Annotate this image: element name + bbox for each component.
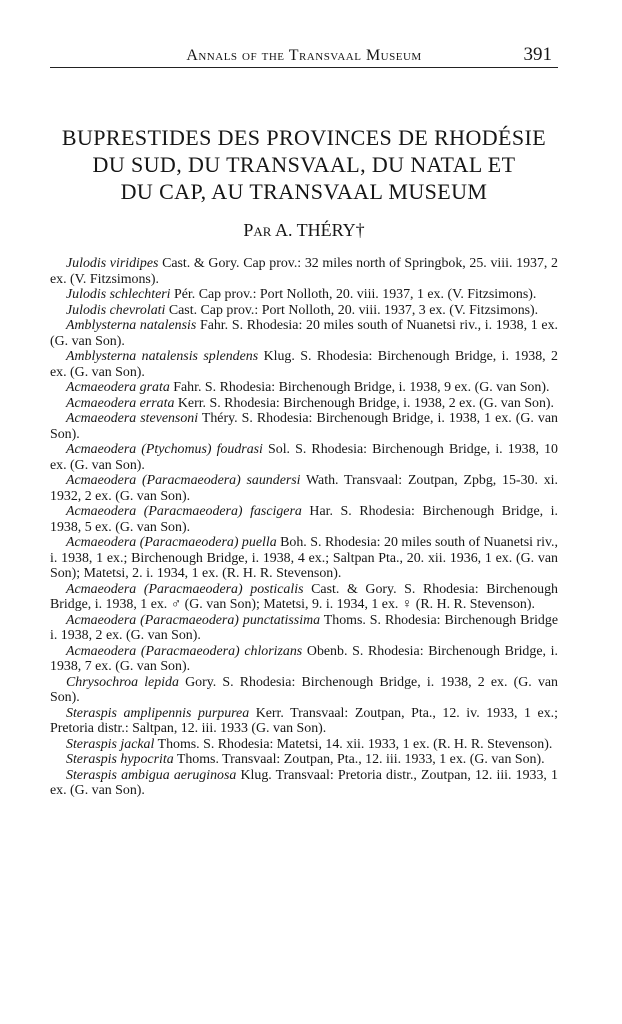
species-record (50, 535, 558, 582)
record-text: Gory. S. Rhodesia: Birchenough Bridge, i. 1938, 2 ex. (G. van Son). (50, 674, 559, 705)
author-name: A. THÉRY† (274, 220, 365, 240)
species-name: Steraspis ambigua aeruginosa (66, 767, 237, 783)
species-name: Acmaeodera errata (66, 395, 175, 411)
species-record (50, 737, 558, 753)
species-name: Chrysochroa lepida (66, 674, 179, 690)
species-record (50, 644, 558, 675)
species-name: Acmaeodera grata (66, 380, 170, 395)
species-name: Julodis chevrolati (66, 302, 166, 318)
record-text: Théry. S. Rhodesia: Birchenough Bridge, i. 1938, 1 ex. (G. van Son). (50, 411, 558, 442)
record-text: Cast. Cap prov.: Port Nolloth, 20. viii. 1937, 3 ex. (V. Fitzsimons). (165, 302, 539, 318)
species-record (50, 287, 558, 303)
title-line: BUPRESTIDES DES PROVINCES DE RHODÉSIE (61, 125, 547, 150)
species-name: Amblysterna natalensis splendens (66, 349, 259, 364)
species-record (50, 380, 558, 396)
species-name: Steraspis jackal (66, 736, 155, 752)
species-record (50, 303, 558, 319)
species-name: Steraspis amplipennis purpurea (66, 705, 250, 721)
species-name: Julodis viridipes (66, 256, 159, 271)
species-record (50, 318, 558, 349)
species-record (50, 473, 558, 504)
record-text: Klug. S. Rhodesia: Birchenough Bridge, i. 1938, 2 ex. (G. van Son). (50, 349, 558, 380)
record-text: Boh. S. Rhodesia: 20 miles south of Nuanetsi riv., i. 1938, 1 ex.; Birchenough Bridge, i. 1938, 4 ex.; Saltpan Pta., 20. xii. 1936, 1 ex. (G. van Son); Matetsi, 2. i. 1934, 1 ex. (R. H. R. Stevenson). (50, 535, 558, 581)
record-text: Klug. Transvaal: Pretoria distr., Zoutpan, 12. iii. 1933, 1 ex. (G. van Son). (50, 767, 558, 798)
title-line: DU SUD, DU TRANSVAAL, DU NATAL ET (92, 152, 516, 177)
article-title (50, 124, 558, 205)
running-head (50, 41, 558, 68)
record-text: Fahr. S. Rhodesia: Birchenough Bridge, i. 1938, 9 ex. (G. van Son). (169, 380, 550, 395)
species-record (50, 752, 558, 768)
author-prefix: Par (243, 220, 272, 240)
record-text: Cast. & Gory. Cap prov.: 32 miles north of Springbok, 25. viii. 1937, 2 ex. (V. Fitzsimons). (50, 256, 558, 287)
record-text: Pér. Cap prov.: Port Nolloth, 20. viii. 1937, 1 ex. (V. Fitzsimons). (170, 287, 537, 302)
species-name: Acmaeodera stevensoni (66, 411, 199, 426)
species-name: Julodis schlechteri (66, 287, 171, 302)
record-text: Obenb. S. Rhodesia: Birchenough Bridge, i. 1938, 7 ex. (G. van Son). (50, 643, 558, 674)
species-record (50, 613, 558, 644)
record-text: Thoms. S. Rhodesia: Matetsi, 14. xii. 1933, 1 ex. (R. H. R. Stevenson). (154, 736, 553, 752)
species-name: Acmaeodera (Ptychomus) foudrasi (66, 442, 263, 457)
species-name: Acmaeodera (Paracmaeodera) saundersi (66, 473, 301, 488)
record-text: Cast. & Gory. S. Rhodesia: Birchenough Bridge, i. 1938, 1 ex. ♂ (G. van Son); Matetsi, 9. i. 1934, 1 ex. ♀ (R. H. R. Stevenson). (50, 581, 558, 612)
species-record (50, 396, 558, 412)
species-record (50, 504, 558, 535)
record-text: Kerr. Transvaal: Zoutpan, Pta., 12. iv. 1933, 1 ex.; Pretoria distr.: Saltpan, 12. iii. 1933 (G. van Son). (50, 705, 558, 736)
record-text: Thoms. Transvaal: Zoutpan, Pta., 12. iii. 1933, 1 ex. (G. van Son). (173, 752, 545, 767)
species-record (50, 256, 558, 287)
record-text: Kerr. S. Rhodesia: Birchenough Bridge, i. 1938, 2 ex. (G. van Son). (174, 395, 555, 411)
species-record (50, 582, 558, 613)
species-record (50, 442, 558, 473)
species-name: Acmaeodera (Paracmaeodera) punctatissima (66, 612, 321, 628)
species-record (50, 349, 558, 380)
page-number: 391 (523, 44, 552, 65)
record-text: Thoms. S. Rhodesia: Birchenough Bridge i. 1938, 2 ex. (G. van Son). (50, 612, 558, 643)
species-record (50, 675, 558, 706)
title-line: DU CAP, AU TRANSVAAL MUSEUM (120, 179, 488, 204)
species-name: Acmaeodera (Paracmaeodera) chlorizans (66, 643, 303, 659)
species-name: Steraspis hypocrita (66, 752, 174, 767)
journal-title: Annals of the Transvaal Museum (186, 47, 422, 64)
record-text: Fahr. S. Rhodesia: 20 miles south of Nuanetsi riv., i. 1938, 1 ex. (G. van Son). (50, 318, 558, 349)
species-name: Acmaeodera (Paracmaeodera) fascigera (66, 504, 302, 519)
record-text: Wath. Transvaal: Zoutpan, Zpbg, 15-30. xi. 1932, 2 ex. (G. van Son). (50, 473, 558, 504)
species-name: Acmaeodera (Paracmaeodera) posticalis (66, 581, 304, 597)
species-record (50, 768, 558, 799)
record-text: Har. S. Rhodesia: Birchenough Bridge, i. 1938, 5 ex. (G. van Son). (50, 504, 559, 535)
species-record (50, 706, 558, 737)
species-records (50, 256, 558, 799)
species-name: Acmaeodera (Paracmaeodera) puella (66, 535, 277, 550)
record-text: Sol. S. Rhodesia: Birchenough Bridge, i. 1938, 10 ex. (G. van Son). (50, 442, 559, 473)
species-record (50, 411, 558, 442)
author-line (50, 220, 558, 241)
species-name: Amblysterna natalensis (66, 318, 197, 333)
